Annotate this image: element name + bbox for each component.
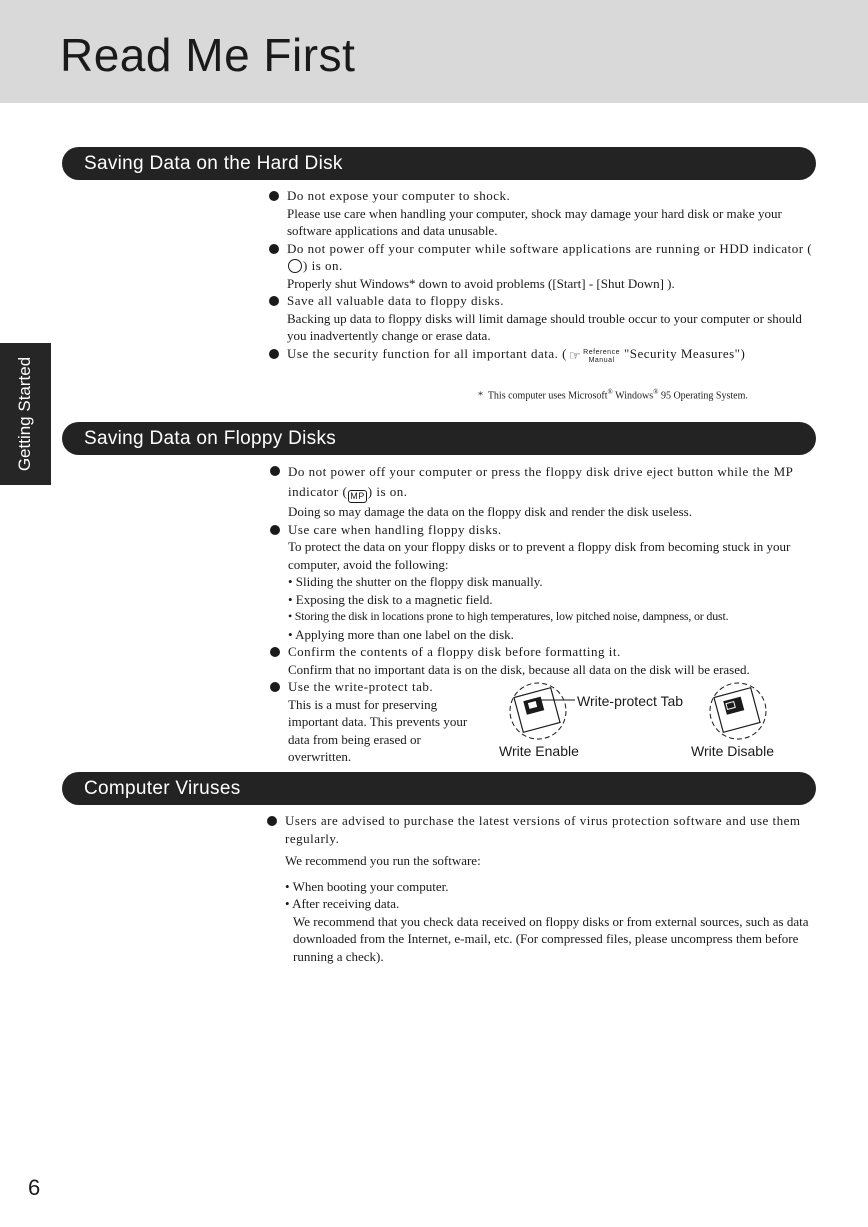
item-body: Please use care when handling your computer, shock may damage your hard disk or make your software applications and data unusable. (287, 205, 782, 238)
bullet-line: • Exposing the disk to a magnetic field. (288, 591, 493, 607)
bullet-line: • Sliding the shutter on the floppy disk manually. (288, 574, 543, 589)
list-item (269, 292, 817, 345)
item-body: Backing up data to floppy disks will limit damage should trouble occur to your computer or should you inadvertently change or erase data. (287, 310, 802, 343)
mp-indicator-icon: MP (350, 491, 365, 501)
list-item (269, 345, 817, 365)
item-lead: Save all valuable data to floppy disks. (287, 293, 504, 308)
item-body: Properly shut Windows* down to avoid problems ([Start] - [Shut Down] ). (287, 275, 675, 291)
item-lead-text: Do not power off your computer while software applications are running or HDD indicator ( (287, 240, 813, 256)
ref-top: Reference (583, 348, 620, 356)
registered-mark: ® (653, 388, 659, 396)
recommend-text: We recommend you run the software: (285, 853, 481, 868)
hard-disk-content (269, 187, 817, 365)
item-body: Doing so may damage the data on the floppy disk and render the disk useless. (288, 504, 692, 519)
item-lead (287, 345, 817, 365)
list-item (270, 678, 486, 766)
floppy-disk-enable-icon (510, 683, 566, 739)
write-protect-diagram (500, 680, 800, 750)
viruses-content (267, 812, 817, 965)
pointing-hand-icon: ☞ (569, 347, 582, 363)
item-lead-text: Do not power off your computer or press the floppy disk drive eject button while the MP indicator ( (288, 464, 793, 499)
side-tab-label: Getting Started (15, 356, 34, 472)
list-item (269, 240, 817, 293)
floppy-disk-disable-icon (710, 683, 766, 739)
footnote-text: 95 Operating System. (658, 390, 748, 402)
item-body: To protect the data on your floppy disks or to prevent a floppy disk from becoming stuck in your computer, avoid the following: (288, 539, 791, 572)
section-heading-viruses: Computer Viruses (62, 772, 816, 805)
page-number: 6 (28, 1175, 41, 1200)
item-lead: Use the write-protect tab. (288, 679, 434, 694)
footnote-text: This computer uses Microsoft (487, 390, 608, 402)
bullet-line: • When booting your computer. (285, 878, 449, 894)
hdd-indicator-icon (288, 259, 302, 273)
item-lead: Confirm the contents of a floppy disk before formatting it. (288, 644, 621, 659)
footnote (478, 388, 748, 401)
reference-manual-icon (583, 349, 620, 365)
section-heading-floppy: Saving Data on Floppy Disks (62, 422, 816, 455)
detail-text: We recommend that you check data received on floppy disks or from external sources, such as data downloaded from the Internet, e-mail, etc. (For compressed files, please uncompress them before running a check). (293, 913, 809, 964)
list-item (270, 462, 817, 521)
item-lead (287, 240, 817, 275)
registered-mark: ® (607, 388, 613, 396)
item-lead: Do not expose your computer to shock. (287, 188, 511, 203)
item-lead-text: ) is on. (367, 484, 408, 499)
list-item (270, 521, 817, 644)
list-item (267, 812, 817, 965)
page-title: Read Me First (60, 29, 356, 81)
section-heading-hard-disk: Saving Data on the Hard Disk (62, 147, 816, 180)
ref-bottom: Manual (588, 356, 615, 364)
list-item (270, 643, 817, 678)
item-lead (288, 462, 817, 503)
item-body: This is a must for preserving important data. This prevents your data from being erased or overwritten. (288, 696, 468, 764)
item-lead: Users are advised to purchase the latest versions of virus protection software and use them regularly. (285, 813, 801, 846)
footnote-star: * (478, 390, 483, 402)
item-body: Confirm that no important data is on the disk, because all data on the disk will be erased. (288, 661, 750, 677)
list-item (269, 187, 817, 240)
write-enable-label: Write Enable (499, 743, 579, 759)
write-protect-tab-label: Write-protect Tab (577, 693, 684, 709)
footnote-text: Windows (612, 390, 654, 402)
item-lead: Use care when handling floppy disks. (288, 521, 502, 537)
bullet-line: • Storing the disk in locations prone to high temperatures, low pitched noise, dampness, or dust. (288, 609, 729, 623)
item-lead-text: Use the security function for all important data. ( (287, 345, 568, 361)
write-disable-label: Write Disable (691, 743, 774, 759)
bullet-line: • After receiving data. (285, 896, 400, 911)
item-lead-text: "Security Measures") (623, 345, 746, 361)
item-lead-text: ) is on. (303, 258, 343, 273)
side-tab (0, 343, 51, 485)
bullet-line: • Applying more than one label on the disk. (288, 626, 514, 642)
